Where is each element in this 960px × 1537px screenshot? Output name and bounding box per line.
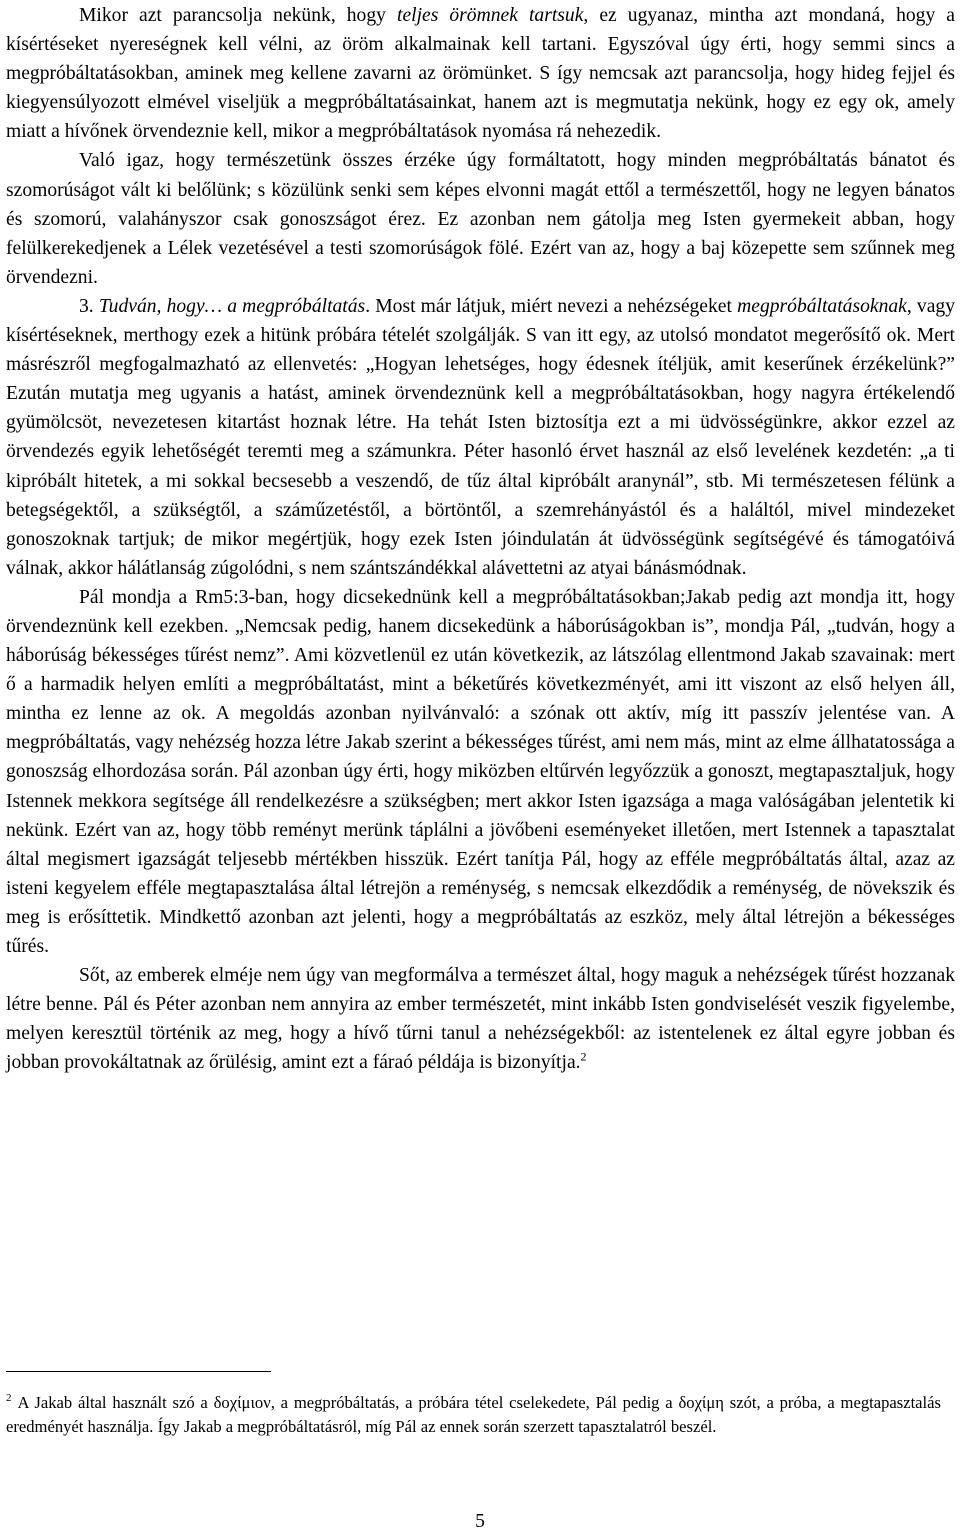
paragraph-4-text: Pál mondja a Rm5:3-ban, hogy dicsekednünk kell a megpróbáltatásokban;Jakab pedig azt mondja itt, hogy örvendeznünk kell ezekben. „Nemcsak pedig, hanem dicsekedünk a háborúságokban is”, mondja Pál, „tudván, hogy a háborúság békességes tűrést nemz”. Ami közvetlenül ez után következik, az látszólag ellentmond Jakab szavainak: mert ő a harmadik helyen említi a megpróbáltatást, mint a béketűrés következményét, ami itt viszont az első helyen áll, mintha ez lenne az ok. A megoldás azonban nyilvánvaló: a szónak ott aktív, míg itt passzív jelentése van. A megpróbáltatás, vagy nehézség hozza létre Jakab szerint a békességes tűrést, ami nem más, mint az elme állhatatossága a gonoszság elhordozása során. Pál azonban úgy érti, hogy miközben eltűrvén legyőzzük a gonoszt, megtapasztaljuk, hogy Istennek mekkora segítsége áll rendelkezésre a szükségben; mert akkor Isten igazsága a maga valóságában jelentetik ki nekünk. Ezért van az, hogy több reményt merünk táplálni a jövőbeni eseményeket illetően, mert Istennek a tapasztalat által megismert igazságát teljesebb mértékben hisszük. Ezért tanítja Pál, hogy az efféle megpróbáltatás által, azaz az isteni kegyelem efféle megtapasztalása által létrejön a reménység, s nemcsak elkezdődik a reménység, de növekszik és meg is erősíttetik. Mindkettő azonban azt jelenti, hogy a megpróbáltatás az eszköz, mely által létrejön a békességes tűrés. [6, 586, 955, 957]
paragraph-1-text-a: Mikor azt parancsolja nekünk, hogy [79, 5, 397, 26]
page-number: 5 [475, 1511, 485, 1532]
body-text [6, 0, 955, 1077]
paragraph-4 [6, 583, 955, 961]
paragraph-3 [6, 292, 955, 583]
paragraph-3-heading: Tudván, hogy… a megpróbáltatás [98, 295, 366, 317]
paragraph-5 [6, 961, 955, 1077]
paragraph-3-number: 3. [79, 295, 99, 317]
footnote-reference[interactable]: 2 [580, 1049, 587, 1064]
paragraph-1-italic-a: teljes örömnek tartsuk [397, 5, 584, 26]
footnote-text: A Jakab által használt szó a δοχίμιον, a megpróbáltatás, a próbára tétel cselekedete, Pál pedig a δοχίμη szót, a próba, a megtapasztalás eredményét használja. Így Jakab a megpróbáltatásról, míg Pál az ennek során szerzett tapasztalatról beszél. [6, 1393, 941, 1436]
paragraph-1-text-b: , ez ugyanaz, mintha azt mondaná, hogy a kísértéseket nyereségnek kell vélni, az öröm alkalmainak kell tartani. Egyszóval úgy érti, hogy semmi sincs a megpróbáltatásokban, aminek meg kellene zavarni az örömünket. S így nemcsak azt parancsolja, hogy hideg fejjel és kiegyensúlyozott elmével viseljük a megpróbáltatásainkat, hanem azt is megmutatja nekünk, hogy ez egy ok, amely miatt a hívőnek örvendeznie kell, mikor a megpróbáltatások nyomása rá nehezedik. [6, 5, 956, 143]
paragraph-5-text: Sőt, az emberek elméje nem úgy van megformálva a természet által, hogy maguk a nehézségek tűrést hozzanak létre benne. Pál és Péter azonban nem annyira az ember természetét, mint inkább Isten gondviselését veszik figyelembe, melyen keresztül történik az meg, hogy a hívő tűrni tanul a nehézségekből: az istentelenek ez által egyre jobban és jobban provokáltatnak az őrülésig, amint ezt a fáraó példája is bizonyítja. [6, 965, 955, 1074]
page-content [6, 0, 955, 1077]
footnote [6, 1391, 941, 1438]
paragraph-3-italic-a: megpróbáltatásoknak [737, 295, 907, 317]
footnote-marker: 2 [6, 1392, 12, 1405]
paragraph-1 [6, 1, 955, 146]
paragraph-3-text-a: . Most már látjuk, miért nevezi a nehézségeket [365, 295, 738, 317]
paragraph-2 [6, 146, 955, 291]
footnote-divider [6, 1371, 271, 1372]
paragraph-2-text: Való igaz, hogy természetünk összes érzéke úgy formáltatott, hogy minden megpróbáltatás bánatot és szomorúságot vált ki belőlünk; s közülünk senki sem képes elvonni magát ettől a természettől, hogy ne legyen bánatos és szomorú, valahányszor csak gonoszságot érez. Ez azonban nem gátolja meg Isten gyermekeit abban, hogy felülkerekedjenek a Lélek vezetésével a testi szomorúságok fölé. Ezért van az, hogy a baj közepette sem szűnnek meg örvendezni. [6, 150, 955, 288]
paragraph-3-text-b: , vagy kísértéseknek, merthogy ezek a hitünk próbára tételét szolgálják. S van itt egy, az utolsó mondatot megerősítő ok. Mert másrészről megfogalmazható az ellenvetés: „Hogyan lehetséges, hogy édesnek ítéljük, amit keserűnek érzékelünk?” Ezután mutatja meg ugyanis a hatást, aminek örvendeznünk kell a megpróbáltatásokban, hogy nagyra értékelendő gyümölcsöt, nevezetesen kitartást hoznak létre. Ha tehát Isten biztosítja ezt a mi üdvösségünkre, akkor ezzel az örvendezés egyik lehetőségét teremti meg a számunkra. Péter hasonló érvet használ az első levelének kezdetén: „a ti kipróbált hitetek, a mi sokkal becsesebb a veszendő, de tűz által kipróbált aranynál”, stb. Mi természetesen félünk a betegségektől, a szükségtől, a száműzetéstől, a börtöntől, a szemrehányástól és a haláltól, mivel mindezeket gonoszoknak tartjuk; de mikor megértjük, hogy ezek Isten jóindulatán át üdvösségünk segítségévé és támogatóivá válnak, akkor hálátlanság zúgolódni, s nem szántszándékkal alávettetni az atyai bánásmódnak. [6, 295, 956, 579]
